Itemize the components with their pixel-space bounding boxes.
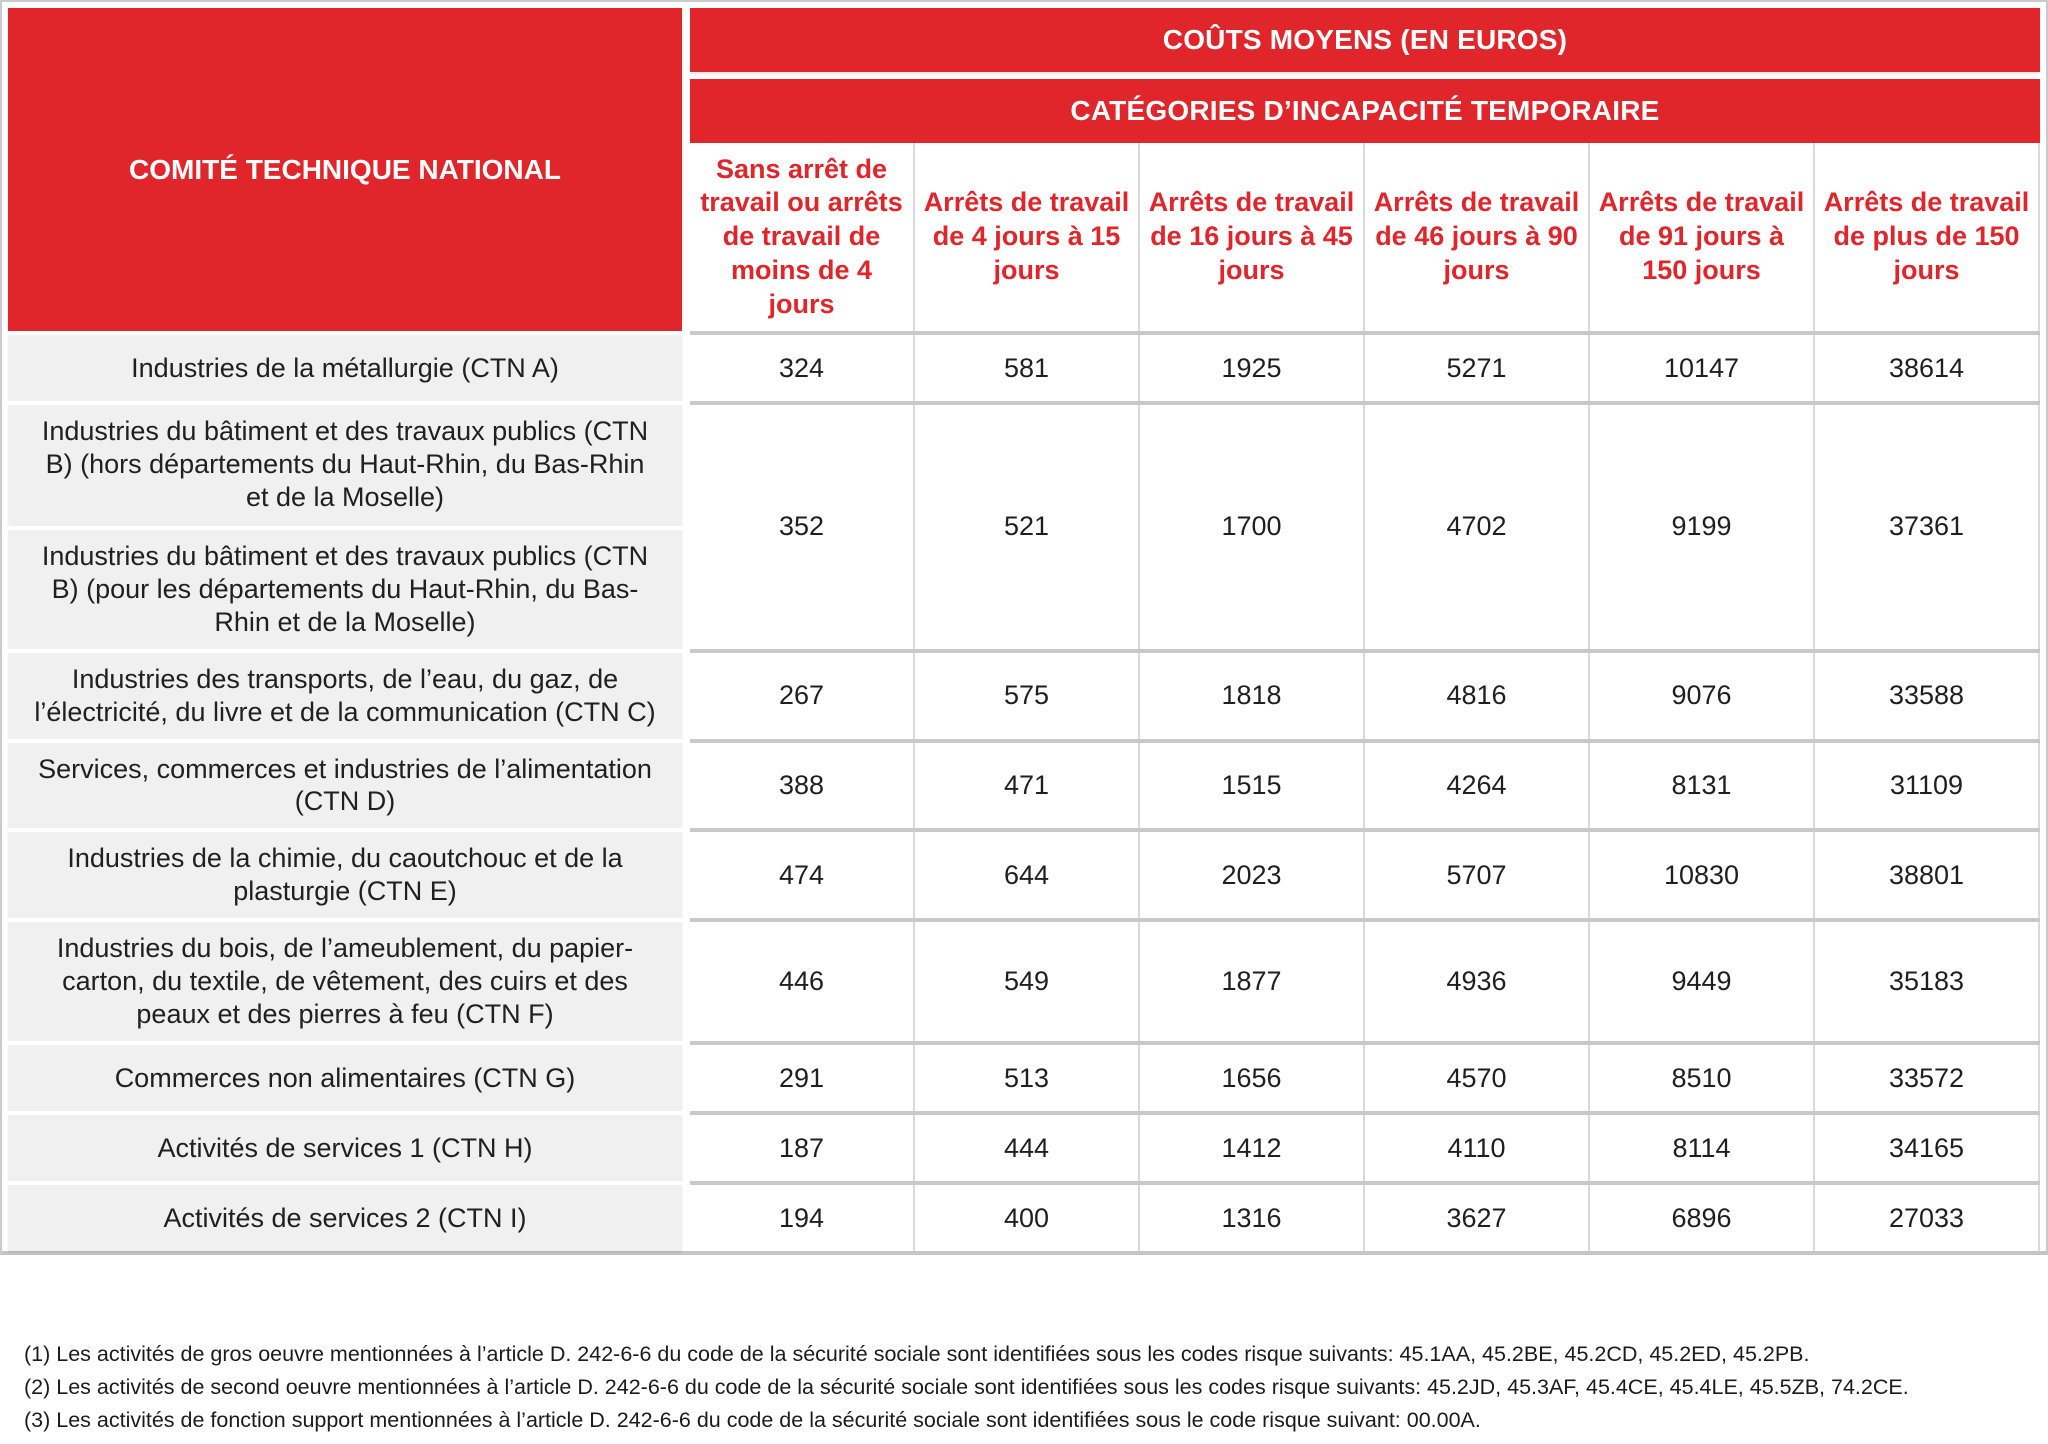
row-label: Activités de services 1 (CTN H) xyxy=(8,1115,682,1181)
value-cell: 8131 xyxy=(1588,743,1813,829)
band-categories-incapacite: CATÉGORIES D’INCAPACITÉ TEMPORAIRE xyxy=(690,79,2040,143)
row-label: Industries de la métallurgie (CTN A) xyxy=(8,335,682,401)
value-cell: 1818 xyxy=(1138,653,1363,739)
table-row-group-2 xyxy=(8,405,2040,649)
table-row-group-6 xyxy=(8,922,2040,1041)
value-cell: 2023 xyxy=(1138,832,1363,918)
value-cell: 4570 xyxy=(1363,1045,1588,1111)
column-header-6: Arrêts de travail de plus de 150 jours xyxy=(1813,143,2038,331)
value-cell: 4936 xyxy=(1363,922,1588,1041)
column-headers-row xyxy=(690,143,2040,331)
column-gutter xyxy=(682,1045,690,1111)
row-label: Industries des transports, de l’eau, du gaz, de l’électricité, du livre et de la communication (CTN C) xyxy=(8,653,682,739)
value-cell: 1412 xyxy=(1138,1115,1363,1181)
header-right xyxy=(690,8,2040,331)
value-cell: 35183 xyxy=(1813,922,2038,1041)
row-label-column xyxy=(8,1045,682,1111)
value-cell: 581 xyxy=(913,335,1138,401)
row-label: Commerces non alimentaires (CTN G) xyxy=(8,1045,682,1111)
column-header-5: Arrêts de travail de 91 jours à 150 jours xyxy=(1588,143,1813,331)
row-label: Industries du bâtiment et des travaux publics (CTN B) (pour les départements du Haut-Rhin, du Bas-Rhin et de la Moselle) xyxy=(8,530,682,649)
row-label-column xyxy=(8,1185,682,1251)
value-cell: 549 xyxy=(913,922,1138,1041)
row-label: Industries du bois, de l’ameublement, du papier-carton, du textile, de vêtement, des cuirs et des peaux et des pierres à feu (CTN F) xyxy=(8,922,682,1041)
value-cell: 446 xyxy=(778,966,825,997)
row-label-column xyxy=(8,653,682,739)
row-values xyxy=(690,743,2040,829)
row-label: Industries du bâtiment et des travaux publics (CTN B) (hors départements du Haut-Rhin, du Bas-Rhin et de la Moselle) xyxy=(8,405,682,524)
row-values xyxy=(690,1045,2040,1111)
table-row-group-5 xyxy=(8,832,2040,918)
column-gutter xyxy=(682,1185,690,1251)
value-cell: 267 xyxy=(778,680,825,711)
row-values xyxy=(690,653,2040,739)
value-cell: 474 xyxy=(778,859,825,890)
table-body xyxy=(8,331,2040,1251)
table-row-group-1 xyxy=(8,335,2040,401)
table-row-group-8 xyxy=(8,1115,2040,1181)
row-values xyxy=(690,1185,2040,1251)
row-values xyxy=(690,832,2040,918)
column-header-1: Sans arrêt de travail ou arrêts de travail de moins de 4 jours xyxy=(700,153,903,319)
value-cell: 400 xyxy=(913,1185,1138,1251)
value-cell: 575 xyxy=(913,653,1138,739)
value-cell: 33572 xyxy=(1813,1045,2038,1111)
row-values xyxy=(690,335,2040,401)
column-gutter xyxy=(682,335,690,401)
value-cell: 10830 xyxy=(1588,832,1813,918)
value-cell: 38614 xyxy=(1813,335,2038,401)
value-cell: 5707 xyxy=(1363,832,1588,918)
band-gap xyxy=(690,72,2040,79)
value-cell: 187 xyxy=(778,1132,825,1163)
column-gutter xyxy=(682,1115,690,1181)
value-cell: 1515 xyxy=(1138,743,1363,829)
column-gutter xyxy=(682,922,690,1041)
value-cell: 3627 xyxy=(1363,1185,1588,1251)
column-header-3: Arrêts de travail de 16 jours à 45 jours xyxy=(1138,143,1363,331)
value-cell: 324 xyxy=(778,352,825,383)
table-header xyxy=(8,8,2040,331)
value-cell: 9076 xyxy=(1588,653,1813,739)
value-cell: 27033 xyxy=(1813,1185,2038,1251)
row-values xyxy=(690,405,2040,649)
value-cell: 34165 xyxy=(1813,1115,2038,1181)
table-row-group-7 xyxy=(8,1045,2040,1111)
value-cell: 291 xyxy=(778,1062,825,1093)
value-cell: 194 xyxy=(778,1202,825,1233)
value-cell: 513 xyxy=(913,1045,1138,1111)
value-cell: 4110 xyxy=(1363,1115,1588,1181)
column-gutter xyxy=(682,832,690,918)
value-cell: 6896 xyxy=(1588,1185,1813,1251)
column-gutter xyxy=(682,653,690,739)
column-gutter xyxy=(682,743,690,829)
value-cell: 9199 xyxy=(1588,405,1813,649)
value-cell: 521 xyxy=(913,405,1138,649)
footnote-1: (1) Les activités de gros oeuvre mentionnées à l’article D. 242-6-6 du code de la sécurité sociale sont identifiées sous les codes risque suivants: 45.1AA, 45.2BE, 45.2CD, 45.2ED, 45.2PB. xyxy=(24,1342,1810,1366)
value-cell: 1877 xyxy=(1138,922,1363,1041)
value-cell: 388 xyxy=(778,769,825,800)
value-cell: 352 xyxy=(778,511,825,542)
value-cell: 1925 xyxy=(1138,335,1363,401)
value-cell: 33588 xyxy=(1813,653,2038,739)
row-label-column xyxy=(8,405,682,649)
row-label-column xyxy=(8,922,682,1041)
value-cell: 8510 xyxy=(1588,1045,1813,1111)
band-couts-moyens: COÛTS MOYENS (EN EUROS) xyxy=(690,8,2040,72)
value-cell: 31109 xyxy=(1813,743,2038,829)
value-cell: 471 xyxy=(913,743,1138,829)
row-label: Activités de services 2 (CTN I) xyxy=(8,1185,682,1251)
value-cell: 37361 xyxy=(1813,405,2038,649)
row-values xyxy=(690,922,2040,1041)
value-cell: 1656 xyxy=(1138,1045,1363,1111)
value-cell: 9449 xyxy=(1588,922,1813,1041)
row-label-column xyxy=(8,743,682,829)
value-cell: 8114 xyxy=(1588,1115,1813,1181)
column-gutter xyxy=(682,8,690,331)
column-header-2: Arrêts de travail de 4 jours à 15 jours xyxy=(913,143,1138,331)
value-cell: 5271 xyxy=(1363,335,1588,401)
table-row-group-4 xyxy=(8,743,2040,829)
value-cell: 4702 xyxy=(1363,405,1588,649)
row-label-column xyxy=(8,1115,682,1181)
corner-header-comite-technique-national: COMITÉ TECHNIQUE NATIONAL xyxy=(8,8,682,331)
value-cell: 444 xyxy=(913,1115,1138,1181)
row-label: Services, commerces et industries de l’alimentation (CTN D) xyxy=(8,743,682,829)
row-label-column xyxy=(8,832,682,918)
table-row-group-3 xyxy=(8,653,2040,739)
value-cell: 4264 xyxy=(1363,743,1588,829)
row-label-column xyxy=(8,335,682,401)
column-header-4: Arrêts de travail de 46 jours à 90 jours xyxy=(1363,143,1588,331)
value-cell: 1316 xyxy=(1138,1185,1363,1251)
footnotes xyxy=(24,1338,1909,1437)
value-cell: 644 xyxy=(913,832,1138,918)
column-gutter xyxy=(682,405,690,649)
table-row-group-9 xyxy=(8,1185,2040,1251)
footnote-3: (3) Les activités de fonction support mentionnées à l’article D. 242-6-6 du code de la sécurité sociale sont identifiées sous le code risque suivant: 00.00A. xyxy=(24,1408,1481,1432)
row-values xyxy=(690,1115,2040,1181)
footnote-2: (2) Les activités de second oeuvre mentionnées à l’article D. 242-6-6 du code de la sécurité sociale sont identifiées sous les codes risque suivants: 45.2JD, 45.3AF, 45.4CE, 45.4LE, 45.5ZB, 74.2CE. xyxy=(24,1375,1909,1399)
value-cell: 1700 xyxy=(1138,405,1363,649)
value-cell: 10147 xyxy=(1588,335,1813,401)
row-label: Industries de la chimie, du caoutchouc et de la plasturgie (CTN E) xyxy=(8,832,682,918)
value-cell: 38801 xyxy=(1813,832,2038,918)
value-cell: 4816 xyxy=(1363,653,1588,739)
